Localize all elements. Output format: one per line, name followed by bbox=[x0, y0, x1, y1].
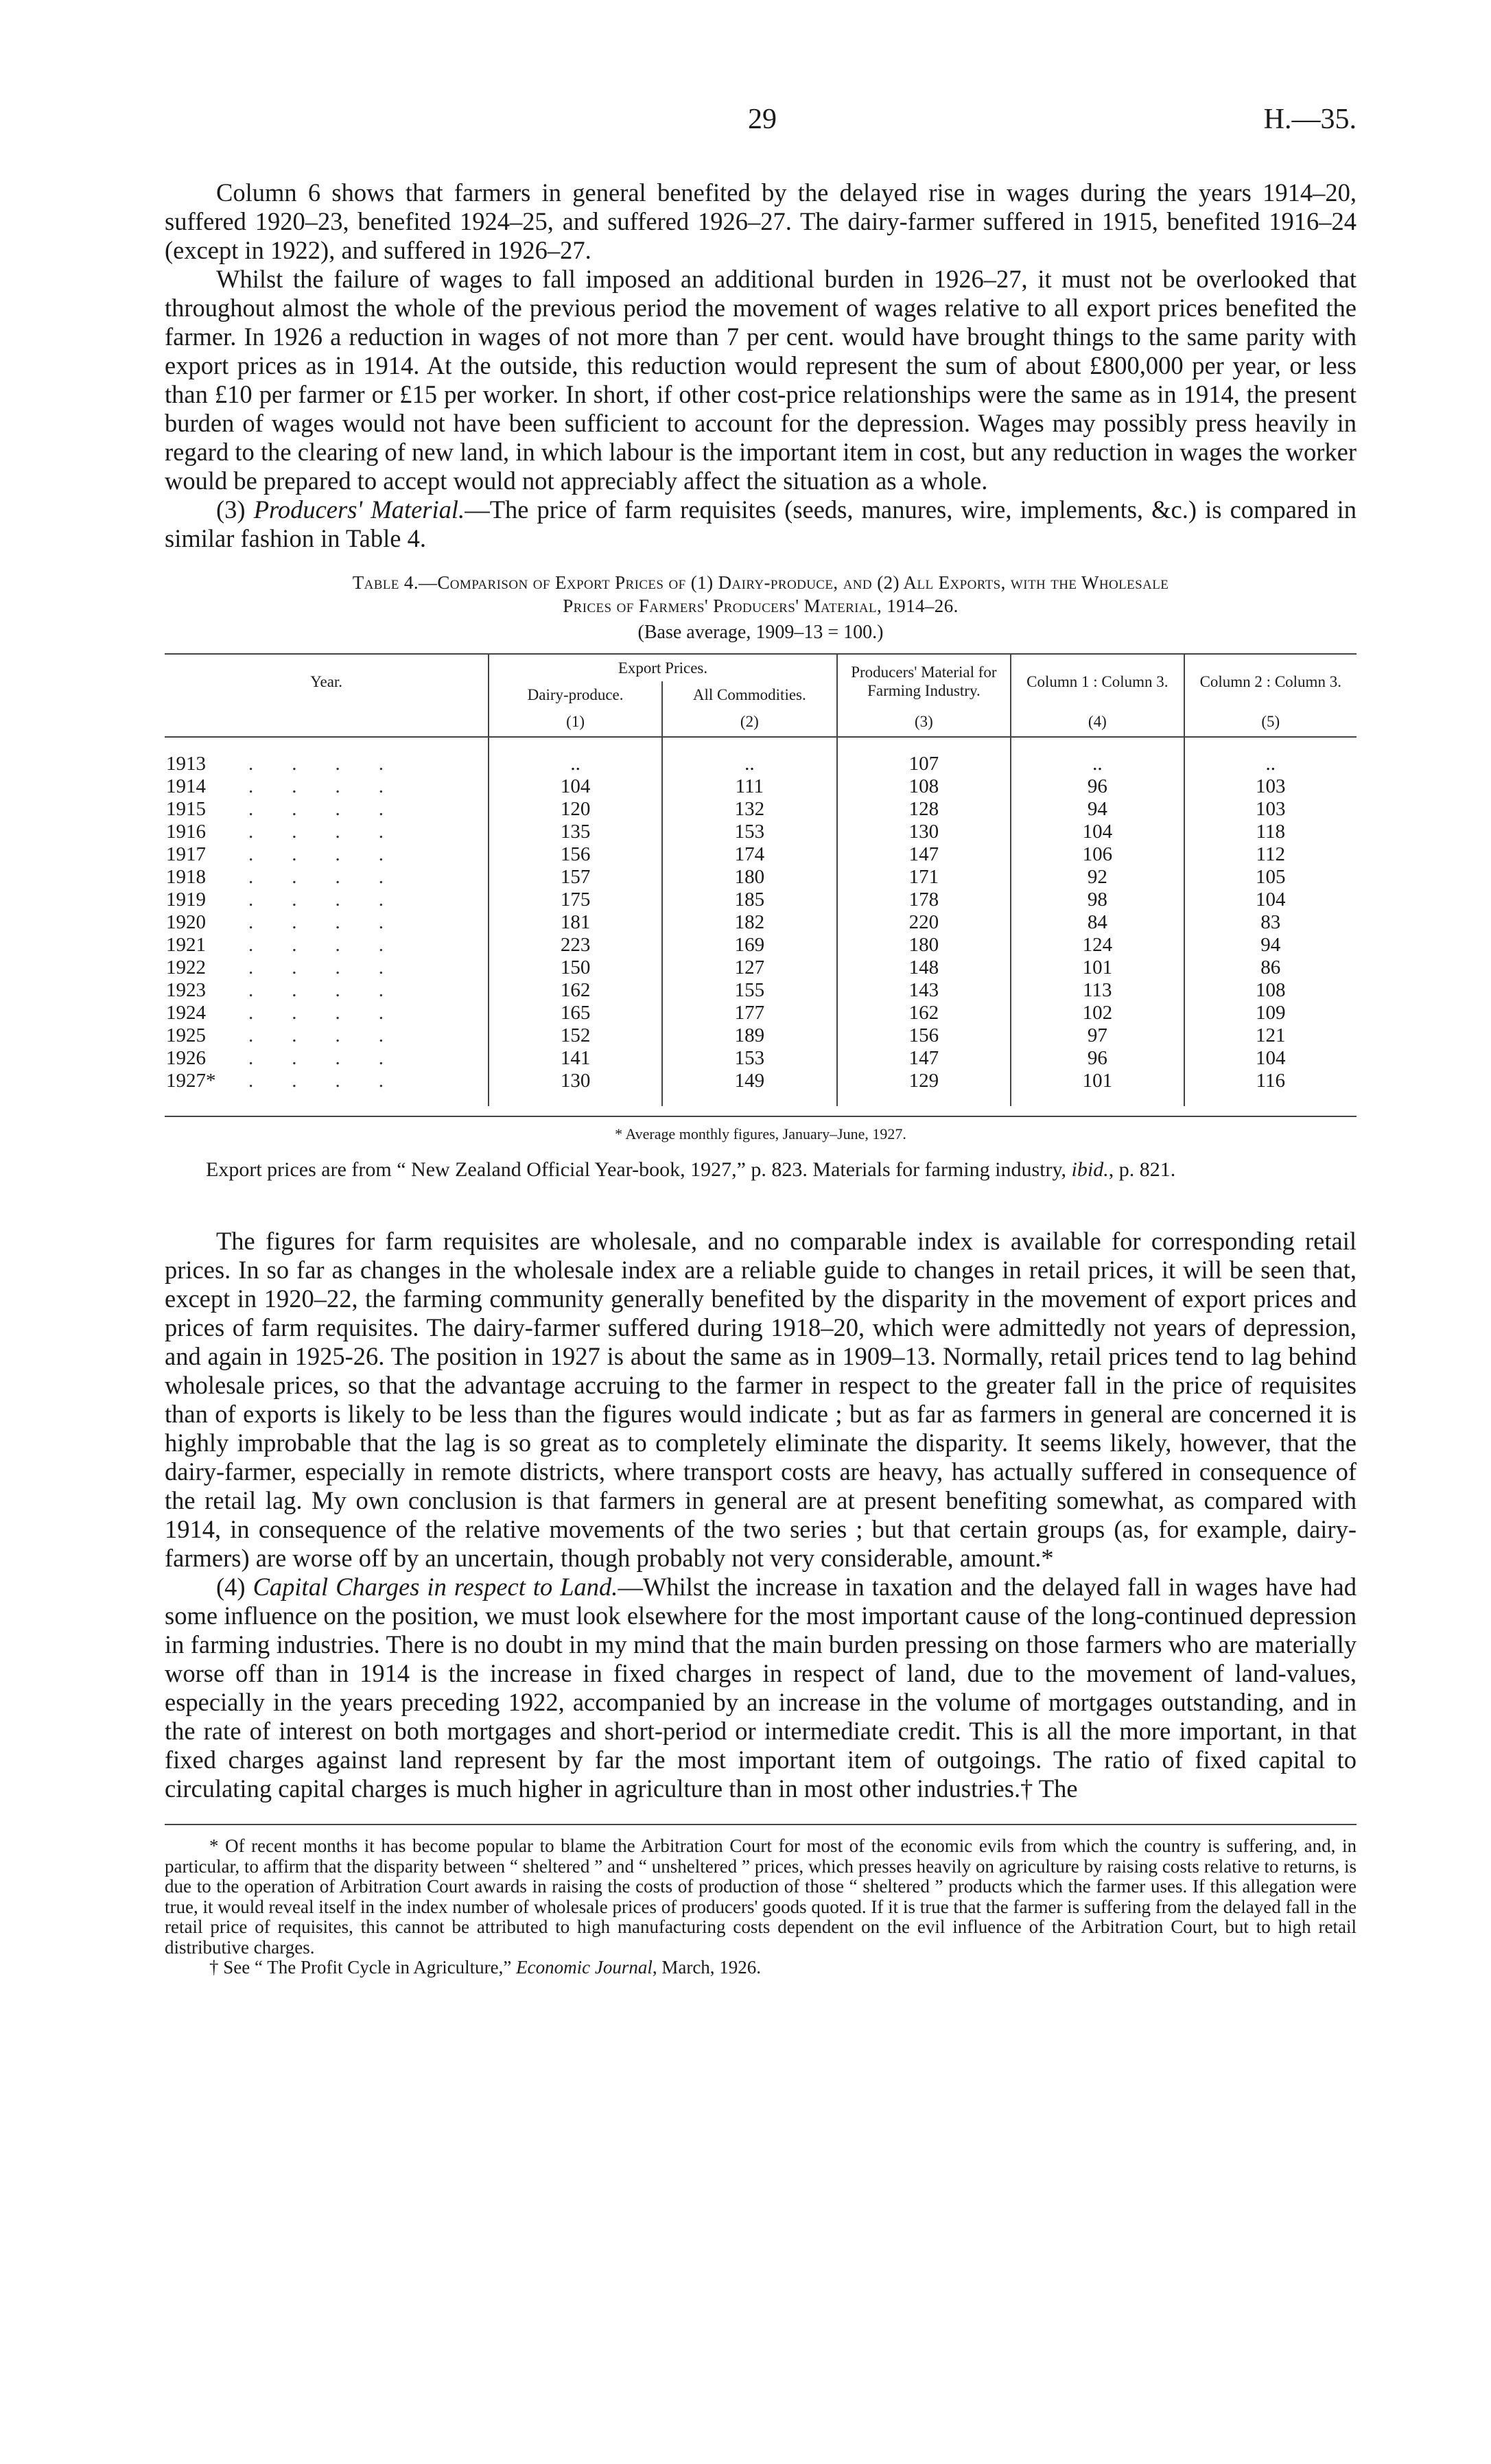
cell-column-5: .. bbox=[1184, 737, 1357, 775]
year-label: 1922 bbox=[166, 957, 206, 978]
year-label: 1915 bbox=[166, 798, 206, 820]
header-column-4: Column 1 : Column 3. bbox=[1011, 654, 1184, 708]
cell-year bbox=[165, 979, 489, 1002]
cell-column-5: 109 bbox=[1184, 1002, 1357, 1024]
cell-dairy-produce: 152 bbox=[489, 1024, 662, 1047]
cell-all-commodities: 180 bbox=[662, 866, 837, 889]
footnote-date: , March, 1926. bbox=[652, 1957, 762, 1978]
cell-column-5: 86 bbox=[1184, 957, 1357, 979]
year-label: 1914 bbox=[166, 775, 206, 797]
cell-column-4: 101 bbox=[1011, 1070, 1184, 1106]
table-row bbox=[165, 821, 1357, 843]
year-label: 1926 bbox=[166, 1047, 206, 1069]
paragraph-column-6: Column 6 shows that farmers in general benefited by the delayed rise in wages during the years 1914–20, suffered 1920–23, benefited 1924–25, and suffered 1926–27. The dairy-farmer suffered in 1915, benefited 1916–24 (except in 1922), and suffered in 1926–27. bbox=[165, 178, 1357, 264]
cell-all-commodities: 189 bbox=[662, 1024, 837, 1047]
leader-dots: .... bbox=[248, 821, 422, 843]
table-title-line-2: Prices of Farmers' Producers' Material, 1914–26. bbox=[563, 596, 959, 616]
cell-column-5: 104 bbox=[1184, 889, 1357, 911]
year-label: 1920 bbox=[166, 911, 206, 933]
table-row bbox=[165, 1024, 1357, 1047]
table-row bbox=[165, 1002, 1357, 1024]
cell-all-commodities: 155 bbox=[662, 979, 837, 1002]
table-row bbox=[165, 979, 1357, 1002]
cell-all-commodities: 127 bbox=[662, 957, 837, 979]
cell-dairy-produce: 104 bbox=[489, 775, 662, 798]
header-year: Year. bbox=[165, 654, 489, 708]
cell-all-commodities: 185 bbox=[662, 889, 837, 911]
table-source-note bbox=[165, 1158, 1357, 1182]
cell-producers-material: 180 bbox=[837, 934, 1011, 957]
cell-column-4: 84 bbox=[1011, 911, 1184, 934]
cell-all-commodities: 111 bbox=[662, 775, 837, 798]
cell-year bbox=[165, 911, 489, 934]
cell-dairy-produce: 141 bbox=[489, 1047, 662, 1070]
table-row bbox=[165, 866, 1357, 889]
leader-dots: .... bbox=[248, 889, 422, 911]
cell-year bbox=[165, 934, 489, 957]
cell-producers-material: 171 bbox=[837, 866, 1011, 889]
column-number-1: (1) bbox=[489, 708, 662, 737]
cell-producers-material: 129 bbox=[837, 1070, 1011, 1106]
header-all-commodities: All Commodities. bbox=[662, 681, 837, 708]
cell-column-5: 118 bbox=[1184, 821, 1357, 843]
cell-column-4: 101 bbox=[1011, 957, 1184, 979]
table-title bbox=[165, 571, 1357, 618]
cell-producers-material: 220 bbox=[837, 911, 1011, 934]
cell-year bbox=[165, 1070, 489, 1106]
source-text: Export prices are from “ New Zealand Official Year-book, 1927,” p. 823. Materials for farming industry, bbox=[206, 1158, 1072, 1181]
year-label: 1913 bbox=[166, 753, 206, 775]
year-label: 1927* bbox=[166, 1070, 216, 1092]
cell-producers-material: 130 bbox=[837, 821, 1011, 843]
cell-all-commodities: 177 bbox=[662, 1002, 837, 1024]
year-label: 1916 bbox=[166, 821, 206, 843]
cell-column-4: 97 bbox=[1011, 1024, 1184, 1047]
paragraph-text: —Whilst the increase in taxation and the delayed fall in wages have had some influence on the position, we must look elsewhere for the most important cause of the long-continued depression in farming industries. There is no doubt in my mind that the main burden pressing on those farmers who are materially worse off than in 1914 is the increase in fixed charges in respect of land, due to the movement of land-values, especially in the years preceding 1922, accompanied by an increase in the volume of mortgages outstanding, and in the rate of interest on both mortgages and short-period or intermediate credit. This is all the more important, in that fixed charges against land represent by far the most important item of outgoings. The ratio of fixed capital to circulating capital charges is much higher in agriculture than in most other industries.† The bbox=[165, 1573, 1357, 1803]
leader-dots: .... bbox=[248, 1002, 422, 1024]
header-column-5: Column 2 : Column 3. bbox=[1184, 654, 1357, 708]
cell-column-5: 104 bbox=[1184, 1047, 1357, 1070]
leader-dots: .... bbox=[248, 843, 422, 865]
table-bottom-rule bbox=[165, 1116, 1357, 1117]
source-ibid: ibid. bbox=[1071, 1158, 1109, 1181]
cell-all-commodities: 174 bbox=[662, 843, 837, 866]
cell-column-5: 83 bbox=[1184, 911, 1357, 934]
cell-dairy-produce: 150 bbox=[489, 957, 662, 979]
cell-all-commodities: 153 bbox=[662, 821, 837, 843]
cell-year bbox=[165, 889, 489, 911]
cell-dairy-produce: 156 bbox=[489, 843, 662, 866]
cell-column-4: 94 bbox=[1011, 798, 1184, 821]
source-page: , p. 821. bbox=[1108, 1158, 1176, 1181]
cell-column-4: 102 bbox=[1011, 1002, 1184, 1024]
paragraph-farm-requisites: The figures for farm requisites are wholesale, and no comparable index is available for corresponding retail prices. In so far as changes in the wholesale index are a reliable guide to changes in retail prices, it will be seen that, except in 1920–22, the farming community generally benefited by the disparity in the movement of export prices and prices of farm requisites. The dairy-farmer suffered during 1918–20, which were admittedly not years of depression, and again in 1925-26. The position in 1927 is about the same as in 1909–13. Normally, retail prices tend to lag behind wholesale prices, so that the advantage accruing to the farmer in respect to the greater fall in the price of requisites than of exports is likely to be less than the figures would indicate ; but as far as farmers in general are concerned it is highly improbable that the lag is so great as to completely eliminate the disparity. It seems likely, however, that the dairy-farmer, especially in remote districts, where transport costs are heavy, has actually suffered in consequence of the retail lag. My own conclusion is that farmers in general are at present benefiting somewhat, as compared with 1914, in consequence of the relative movements of the two series ; but that certain groups (as, for example, dairy-farmers) are worse off by an uncertain, though probably not very considerable, amount.* bbox=[165, 1227, 1357, 1572]
table-row bbox=[165, 1070, 1357, 1106]
table-row bbox=[165, 957, 1357, 979]
table-row bbox=[165, 1047, 1357, 1070]
cell-producers-material: 156 bbox=[837, 1024, 1011, 1047]
cell-dairy-produce: .. bbox=[489, 737, 662, 775]
cell-column-4: 113 bbox=[1011, 979, 1184, 1002]
leader-dots: .... bbox=[248, 866, 422, 888]
cell-producers-material: 162 bbox=[837, 1002, 1011, 1024]
cell-column-4: .. bbox=[1011, 737, 1184, 775]
cell-year bbox=[165, 843, 489, 866]
leader-dots: .... bbox=[248, 798, 422, 820]
cell-year bbox=[165, 821, 489, 843]
cell-all-commodities: 149 bbox=[662, 1070, 837, 1106]
table-row bbox=[165, 934, 1357, 957]
leader-dots: .... bbox=[248, 911, 422, 933]
price-comparison-table bbox=[165, 653, 1357, 1106]
year-label: 1923 bbox=[166, 979, 206, 1001]
cell-dairy-produce: 223 bbox=[489, 934, 662, 957]
cell-producers-material: 107 bbox=[837, 737, 1011, 775]
page-number: 29 bbox=[748, 104, 777, 135]
cell-producers-material: 143 bbox=[837, 979, 1011, 1002]
cell-all-commodities: .. bbox=[662, 737, 837, 775]
cell-dairy-produce: 175 bbox=[489, 889, 662, 911]
cell-dairy-produce: 130 bbox=[489, 1070, 662, 1106]
section-heading-capital-charges: Capital Charges in respect to Land. bbox=[253, 1573, 618, 1601]
year-label: 1924 bbox=[166, 1002, 206, 1024]
paragraph-wages: Whilst the failure of wages to fall imposed an additional burden in 1926–27, it must not be overlooked that throughout almost the whole of the previous period the movement of wages relative to all export prices benefited the farmer. In 1926 a reduction in wages of not more than 7 per cent. would have brought things to the same parity with export prices as in 1914. At the outside, this reduction would represent the sum of about £800,000 per year, or less than £10 per farmer or £15 per worker. In short, if other cost-price relationships were the same as in 1914, the present burden of wages would not have been sufficient to account for the depression. Wages may possibly press heavily in regard to the clearing of new land, in which labour is the important item in cost, but any reduction in wages the worker would be prepared to accept would not appreciably affect the situation as a whole. bbox=[165, 265, 1357, 495]
cell-year bbox=[165, 737, 489, 775]
cell-column-5: 103 bbox=[1184, 775, 1357, 798]
cell-all-commodities: 153 bbox=[662, 1047, 837, 1070]
cell-column-4: 106 bbox=[1011, 843, 1184, 866]
cell-dairy-produce: 181 bbox=[489, 911, 662, 934]
table-footnote: * Average monthly figures, January–June, 1927. bbox=[615, 1125, 906, 1142]
cell-year bbox=[165, 1024, 489, 1047]
cell-year bbox=[165, 1002, 489, 1024]
paragraph-number: (3) bbox=[216, 495, 254, 524]
paragraph-text: —The price of farm requisites (seeds, manures, wire, implements, &c.) is compared in similar fashion in Table 4. bbox=[165, 495, 1357, 552]
cell-column-5: 105 bbox=[1184, 866, 1357, 889]
paragraph-number: (4) bbox=[216, 1573, 253, 1601]
cell-year bbox=[165, 957, 489, 979]
cell-producers-material: 147 bbox=[837, 843, 1011, 866]
column-number-2: (2) bbox=[662, 708, 837, 737]
cell-column-5: 116 bbox=[1184, 1070, 1357, 1106]
year-label: 1921 bbox=[166, 934, 206, 956]
cell-column-5: 103 bbox=[1184, 798, 1357, 821]
table-row bbox=[165, 843, 1357, 866]
section-heading-producers-material: Producers' Material. bbox=[253, 495, 465, 524]
leader-dots: .... bbox=[248, 775, 422, 797]
header-export-prices: Export Prices. bbox=[489, 654, 836, 681]
cell-year bbox=[165, 1047, 489, 1070]
cell-dairy-produce: 135 bbox=[489, 821, 662, 843]
paragraph-capital-charges bbox=[165, 1573, 1357, 1803]
cell-producers-material: 128 bbox=[837, 798, 1011, 821]
column-number-5: (5) bbox=[1184, 708, 1357, 737]
cell-year bbox=[165, 866, 489, 889]
paragraph-producers-material bbox=[165, 495, 1357, 553]
column-number-3: (3) bbox=[837, 708, 1011, 737]
year-label: 1918 bbox=[166, 866, 206, 888]
footnote-profit-cycle bbox=[165, 1958, 1357, 1978]
table-subtitle: (Base average, 1909–13 = 100.) bbox=[637, 622, 884, 643]
table-row bbox=[165, 737, 1357, 775]
leader-dots: .... bbox=[248, 1070, 422, 1092]
leader-dots: .... bbox=[248, 1047, 422, 1069]
cell-all-commodities: 132 bbox=[662, 798, 837, 821]
cell-column-5: 94 bbox=[1184, 934, 1357, 957]
cell-column-5: 108 bbox=[1184, 979, 1357, 1002]
table-title-line-1: Table 4.—Comparison of Export Prices of (1) Dairy-produce, and (2) All Exports, with the Wholesale bbox=[352, 572, 1169, 593]
leader-dots: .... bbox=[248, 957, 422, 978]
table-row bbox=[165, 798, 1357, 821]
cell-column-4: 104 bbox=[1011, 821, 1184, 843]
leader-dots: .... bbox=[248, 753, 422, 775]
cell-all-commodities: 182 bbox=[662, 911, 837, 934]
table-row bbox=[165, 889, 1357, 911]
table-body bbox=[165, 737, 1357, 1106]
year-label: 1925 bbox=[166, 1024, 206, 1046]
cell-column-4: 92 bbox=[1011, 866, 1184, 889]
cell-column-4: 96 bbox=[1011, 775, 1184, 798]
year-label: 1917 bbox=[166, 843, 206, 865]
table-row bbox=[165, 775, 1357, 798]
cell-column-4: 124 bbox=[1011, 934, 1184, 957]
table-row bbox=[165, 911, 1357, 934]
page-header bbox=[165, 103, 1357, 144]
cell-column-5: 121 bbox=[1184, 1024, 1357, 1047]
cell-year bbox=[165, 775, 489, 798]
cell-producers-material: 148 bbox=[837, 957, 1011, 979]
cell-column-4: 98 bbox=[1011, 889, 1184, 911]
cell-year bbox=[165, 798, 489, 821]
cell-producers-material: 147 bbox=[837, 1047, 1011, 1070]
footnote-rule bbox=[165, 1824, 1357, 1825]
leader-dots: .... bbox=[248, 1024, 422, 1046]
header-producers-material: Producers' Material for Farming Industry. bbox=[837, 654, 1011, 708]
cell-producers-material: 178 bbox=[837, 889, 1011, 911]
cell-all-commodities: 169 bbox=[662, 934, 837, 957]
cell-dairy-produce: 162 bbox=[489, 979, 662, 1002]
footnote-text: † See “ The Profit Cycle in Agriculture,” bbox=[209, 1957, 517, 1978]
cell-column-4: 96 bbox=[1011, 1047, 1184, 1070]
header-dairy-produce: Dairy-produce. bbox=[489, 681, 662, 708]
cell-dairy-produce: 165 bbox=[489, 1002, 662, 1024]
cell-column-5: 112 bbox=[1184, 843, 1357, 866]
document-reference: H.—35. bbox=[1263, 104, 1357, 135]
year-label: 1919 bbox=[166, 889, 206, 911]
footnote-arbitration-court: * Of recent months it has become popular to blame the Arbitration Court for most of the economic evils from which the country is suffering, and, in particular, to affirm that the disparity between “ sheltered ” and “ unsheltered ” prices, which presses heavily on agriculture by raising costs relative to returns, is due to the operation of Arbitration Court awards in raising the costs of production of those “ sheltered ” products which the farmer uses. If this allegation were true, it would reveal itself in the index number of wholesale prices of producers' goods quoted. If it is true that the farmer is suffering from the delayed fall in the retail price of requisites, this cannot be attributed to high manufacturing costs dependent on the evil influence of the Arbitration Court, but to high retail distributive charges. bbox=[165, 1835, 1357, 1958]
cell-producers-material: 108 bbox=[837, 775, 1011, 798]
header-year-spacer bbox=[165, 708, 489, 737]
cell-dairy-produce: 157 bbox=[489, 866, 662, 889]
cell-dairy-produce: 120 bbox=[489, 798, 662, 821]
leader-dots: .... bbox=[248, 979, 422, 1001]
leader-dots: .... bbox=[248, 934, 422, 956]
footnote-journal: Economic Journal bbox=[516, 1957, 653, 1978]
column-number-4: (4) bbox=[1011, 708, 1184, 737]
